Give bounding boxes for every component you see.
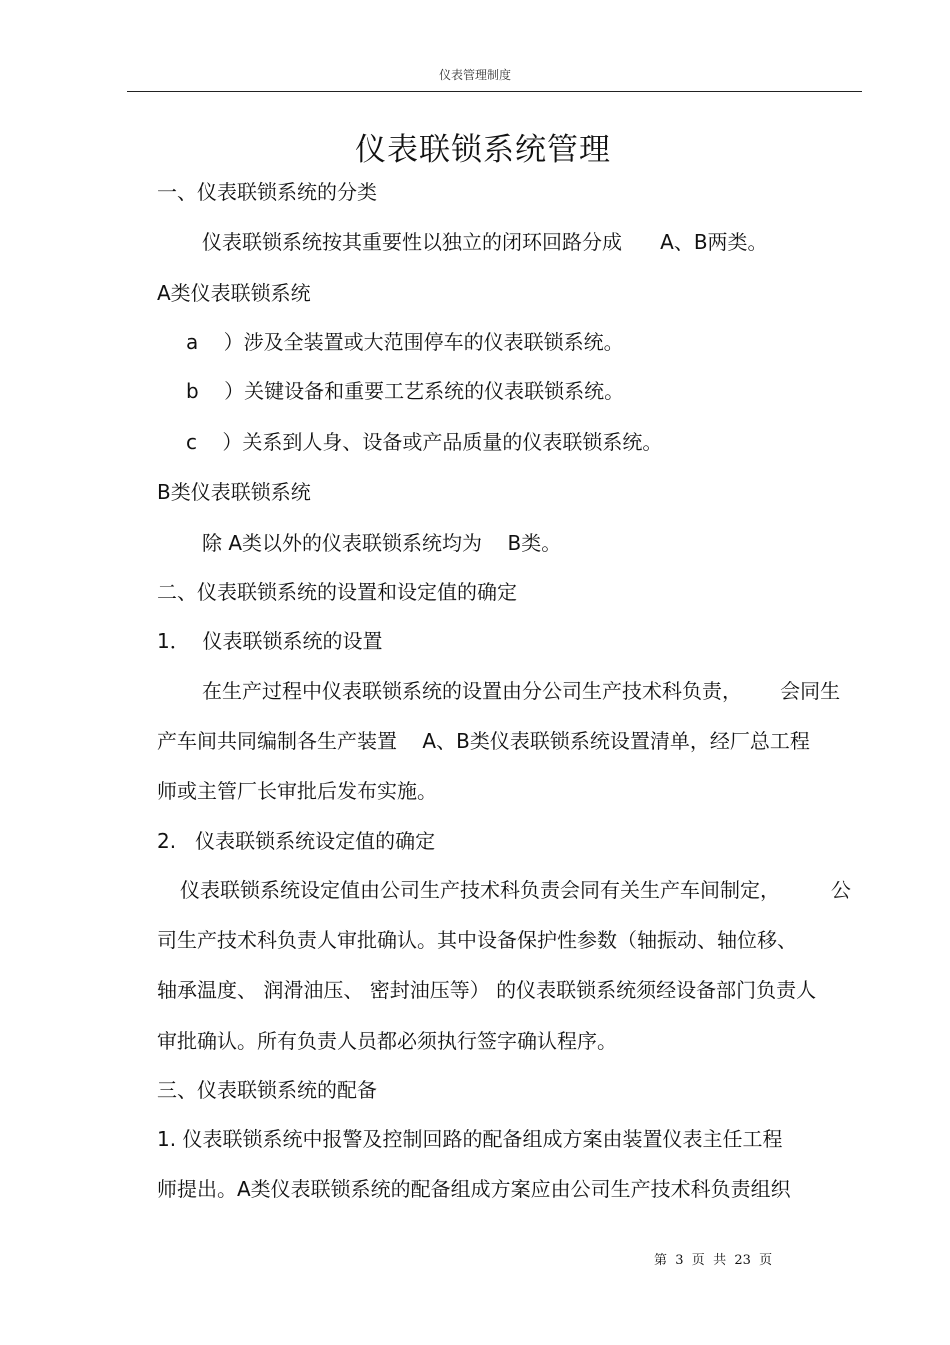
list-item-b: b ）关键设备和重要工艺系统的仪表联锁系统。 bbox=[186, 379, 625, 403]
list-item-a: a ）涉及全装置或大范围停车的仪表联锁系统。 bbox=[186, 330, 624, 354]
paragraph-line: 师或主管厂长审批后发布实施。 bbox=[157, 779, 437, 803]
paragraph-line: 在生产过程中仪表联锁系统的设置由分公司生产技术科负责， 会同生 bbox=[202, 679, 841, 703]
list-item-c: c ）关系到人身、设备或产品质量的仪表联锁系统。 bbox=[186, 430, 663, 454]
document-title: 仪表联锁系统管理 bbox=[355, 132, 611, 168]
numbered-heading-1: 1． 仪表联锁系统的设置 bbox=[157, 629, 383, 653]
paragraph-line: 审批确认。所有负责人员都必须执行签字确认程序。 bbox=[157, 1029, 617, 1053]
page-number: 第 3 页 共 23 页 bbox=[654, 1253, 773, 1268]
paragraph-line: 除 A类以外的仪表联锁系统均为 B类。 bbox=[202, 531, 562, 555]
running-header: 仪表管理制度 bbox=[438, 68, 511, 82]
paragraph-line: 轴承温度、 润滑油压、 密封油压等） 的仪表联锁系统须经设备部门负责人 bbox=[157, 978, 817, 1002]
paragraph-line: 1. 仪表联锁系统中报警及控制回路的配备组成方案由装置仪表主任工程 bbox=[157, 1127, 783, 1151]
paragraph-line: 仪表联锁系统设定值由公司生产技术科负责会同有关生产车间制定， 公 bbox=[180, 878, 851, 902]
numbered-heading-2: 2. 仪表联锁系统设定值的确定 bbox=[157, 829, 436, 853]
paragraph-line: 产车间共同编制各生产装置 A、B类仪表联锁系统设置清单，经厂总工程 bbox=[157, 729, 810, 753]
paragraph-line: 师提出。A类仪表联锁系统的配备组成方案应由公司生产技术科负责组织 bbox=[157, 1177, 791, 1201]
header-rule bbox=[127, 91, 862, 92]
section-heading-2: 二、仪表联锁系统的设置和设定值的确定 bbox=[157, 580, 517, 604]
subheading-a-class: A类仪表联锁系统 bbox=[157, 281, 311, 305]
paragraph-line: 司生产技术科负责人审批确认。其中设备保护性参数（轴振动、轴位移、 bbox=[157, 928, 797, 952]
paragraph-line: 仪表联锁系统按其重要性以独立的闭环回路分成 A、B两类。 bbox=[202, 230, 768, 254]
section-heading-3: 三、仪表联锁系统的配备 bbox=[157, 1078, 377, 1102]
section-heading-1: 一、仪表联锁系统的分类 bbox=[157, 180, 377, 204]
subheading-b-class: B类仪表联锁系统 bbox=[157, 480, 311, 504]
